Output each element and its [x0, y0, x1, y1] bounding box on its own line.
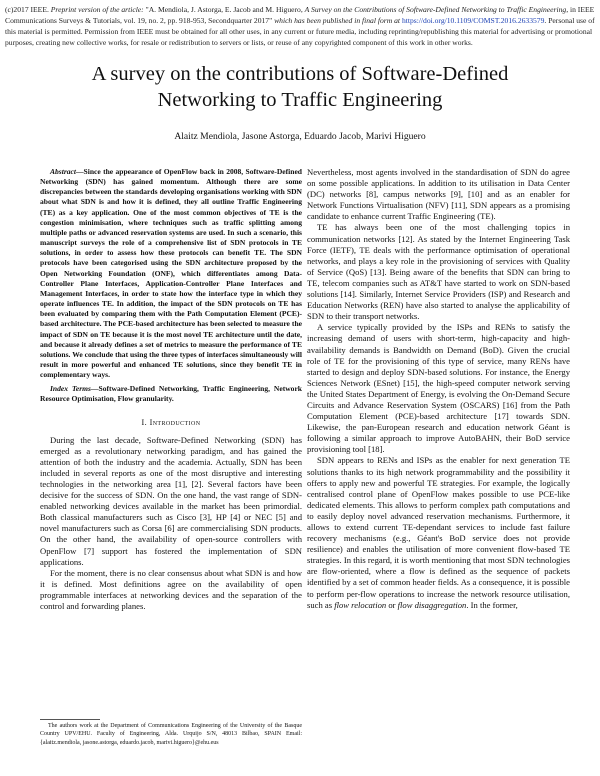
right-paragraph-2: TE has always been one of the most challenging topics in communication networks [12]. As stated by the Internet Engineering Task Force (IETF), TE deals with the performance optimisation of operational networks, and plays a key role in the provisioning of services with Quality of Service (QoS) [13]. Being aware of the benefits that SDN can bring to TE, telecom companies such as AT&T have started to work on SDN-based solutions [14]. Similarly, Internet Service Providers (ISP) and Research and Education Networks (REN) have also started to analyse the applicability of SDN to their transport networks. — [307, 222, 570, 322]
left-column — [40, 167, 302, 612]
abstract-text: —Since the appearance of OpenFlow back in 2008, Software-Defined Networking (SDN) has gained momentum. Although there are some discrepancies between the standards developing organisations working with SDN about what SDN is and how it is defined, they all outline Traffic Engineering (TE) as a key application. One of the most common objectives of TE is the congestion minimisation, where techniques such as traffic splitting among multiple paths or advanced reservation systems are used. In such a scenario, this manuscript surveys the role of a comprehensive list of SDN protocols in TE solutions, in order to assess how these protocols can benefit TE. The SDN protocols have been categorised using the SDN architecture proposed by the Open Networking Foundation (ONF), which differentiates among Data-Controller Plane Interfaces, Application-Controller Plane Interfaces and Management Interfaces, in order to state how the interface type in which they operate influences TE. In addition, the impact of the SDN protocols on TE has been evaluated by comparing them with the Path Computation Element (PCE)-based architecture. The PCE-based architecture has been selected to measure the impact of SDN on TE because it is the most novel TE architecture until the date, and because it already defines a set of metrics to measure the performance of TE solutions. We conclude that using the three types of interfaces simultaneously will result in more powerful and enhanced TE solutions, since they benefit TE in complementary ways. — [40, 167, 302, 380]
paragraph-text: SDN appears to RENs and ISPs as the enabler for next generation TE solutions thanks to its high network programmability and the possibility it offers to apply new and powerful TE strategies. For example, the logically centralised control plane of OpenFlow makes possible to use PCE-like dedicated elements. This allows to perform complex path computations and to easily deploy novel advanced reservation mechanisms. Furthermore, it allows to extend current TE-dependant services to include fast failure recovery mechanisms (e.g., Géant's BoD service does not provide resilience) and enables the utilisation of more convenient flow-based TE strategies. In this regard, it is worth mentioning that most SDN technologies are flow-oriented, where a flow is defined as the sequence of packets identified by a set of common header fields. As a consequence, it is possible to perform per-flow operations to increase the network resource utilisation, such as — [307, 455, 570, 610]
author-affiliation-footnote: The authors work at the Department of Communications Engineering of the University of the Basque Country UPV/EHU. Faculty of Engineering, Alda. Urquijo S/N, 48013 Bilbao, SPAIN Email: {alaitz.mendiola, jasone.astorga, eduardo.jacob, marivi.higuero}@ehu.eus — [40, 723, 302, 746]
notice-text: (c)2017 IEEE. — [5, 5, 51, 14]
notice-article-title: A Survey on the Contributions of Software-Defined Networking to Traffic Engineering — [304, 5, 567, 14]
authors: Alaitz Mendiola, Jasone Astorga, Eduardo Jacob, Marivi Higuero — [174, 131, 426, 142]
abstract — [40, 167, 302, 380]
right-paragraph-1: Nevertheless, most agents involved in the standardisation of SDN do agree on some possible applications. In addition to its utilisation in Data Center (DC) networks [8], campus networks [9], [10] and as an enabler for Network Functions Virtualisation (NFV) [11], SDN appears as a promising candidate to enhance current Traffic Engineering (TE). — [307, 167, 570, 222]
copyright-notice — [5, 4, 597, 48]
index-terms — [40, 384, 302, 404]
paragraph-text: . In the former, — [466, 599, 518, 610]
notice-text: . Personal use of this material is permitted. Permission from IEEE must be obtained for all other uses, in any current or future media, including reprinting/republishing this material for advertising or promotional purposes, creating new collective works, for resale or redistribution to servers or lists, or reuse of any copyrighted component of this work in other works. — [5, 16, 595, 47]
right-column — [307, 167, 570, 611]
emphasis-text: flow relocation — [334, 599, 387, 610]
index-terms-label: Index Terms — [50, 384, 91, 394]
notice-text-italic: Preprint version of the article: — [50, 5, 144, 14]
intro-paragraph-1: During the last decade, Software-Defined Networking (SDN) has emerged as a revolutionary networking paradigm, and has gained the attention of both the industry and the academia. Actually, SDN has been included in several reports as one of the most disruptive and interesting technologies in the networking area [1], [2]. Several factors have been decisive for the success of SDN. On the one hand, the vast range of SDN-enabled networking devices available in the market has been primordial. Both classical manufacturers such as Cisco [3], HP [4] or NEC [5] and novel manufacturers such as Corsa [6] are commercialising SDN products. On the other hand, the availability of open-source controllers with OpenFlow [7] support has fostered the implementation of SDN applications. — [40, 434, 302, 567]
right-paragraph-3: A service typically provided by the ISPs and RENs to satisfy the increasing demand of users with short-term, high-capacity and high-availability demands is Bandwidth on Demand (BoD). Given the crucial role of TE for the provisioning of this type of service, many RENs have started to design and deploy SDN-based solutions. For instance, the Energy Sciences Network (ESnet) [15], the high-speed computer network serving the United States Department of Energy, is evolving the On-Demand Secure Circuits and Advance Reservation System (OSCARS) [16] from the Path Computation Element (PCE)-based architecture [17] towards SDN. Likewise, the pan-European research and education network Géant is following a similar approach to improve AutoBAHN, their BoD service provisioning tool [18]. — [307, 322, 570, 455]
intro-paragraph-2: For the moment, there is no clear consensus about what SDN is and how it is defined. Most definitions agree on the availability of open programmable interfaces at networking devices and the separation of the control and forwarding planes. — [40, 567, 302, 611]
paper-title-line-2: Networking to Traffic Engineering — [157, 89, 443, 111]
right-paragraph-4 — [307, 455, 570, 610]
section-heading-introduction: I. Introduction — [141, 417, 201, 427]
index-terms-text: —Software-Defined Networking, Traffic Engineering, Network Resource Optimisation, Flow granularity. — [40, 384, 302, 404]
notice-text-italic: which has been published in final form at — [274, 16, 401, 25]
paragraph-text: or — [386, 599, 398, 610]
footnote-rule — [40, 719, 100, 720]
doi-link[interactable]: https://doi.org/10.1109/COMST.2016.2633579 — [401, 16, 545, 25]
notice-text: "A. Mendiola, J. Astorga, E. Jacob and M. Higuero, — [143, 5, 305, 14]
notice-text: , in IEEE Communications Surveys & Tutorials, vol. 19, no. 2, pp. 918-953, Secondquarter 2017" — [5, 5, 595, 25]
abstract-label: Abstract — [50, 167, 76, 176]
emphasis-text: flow disaggregation — [397, 599, 467, 610]
paper-title-line-1: A survey on the contributions of Software-Defined — [91, 63, 509, 85]
